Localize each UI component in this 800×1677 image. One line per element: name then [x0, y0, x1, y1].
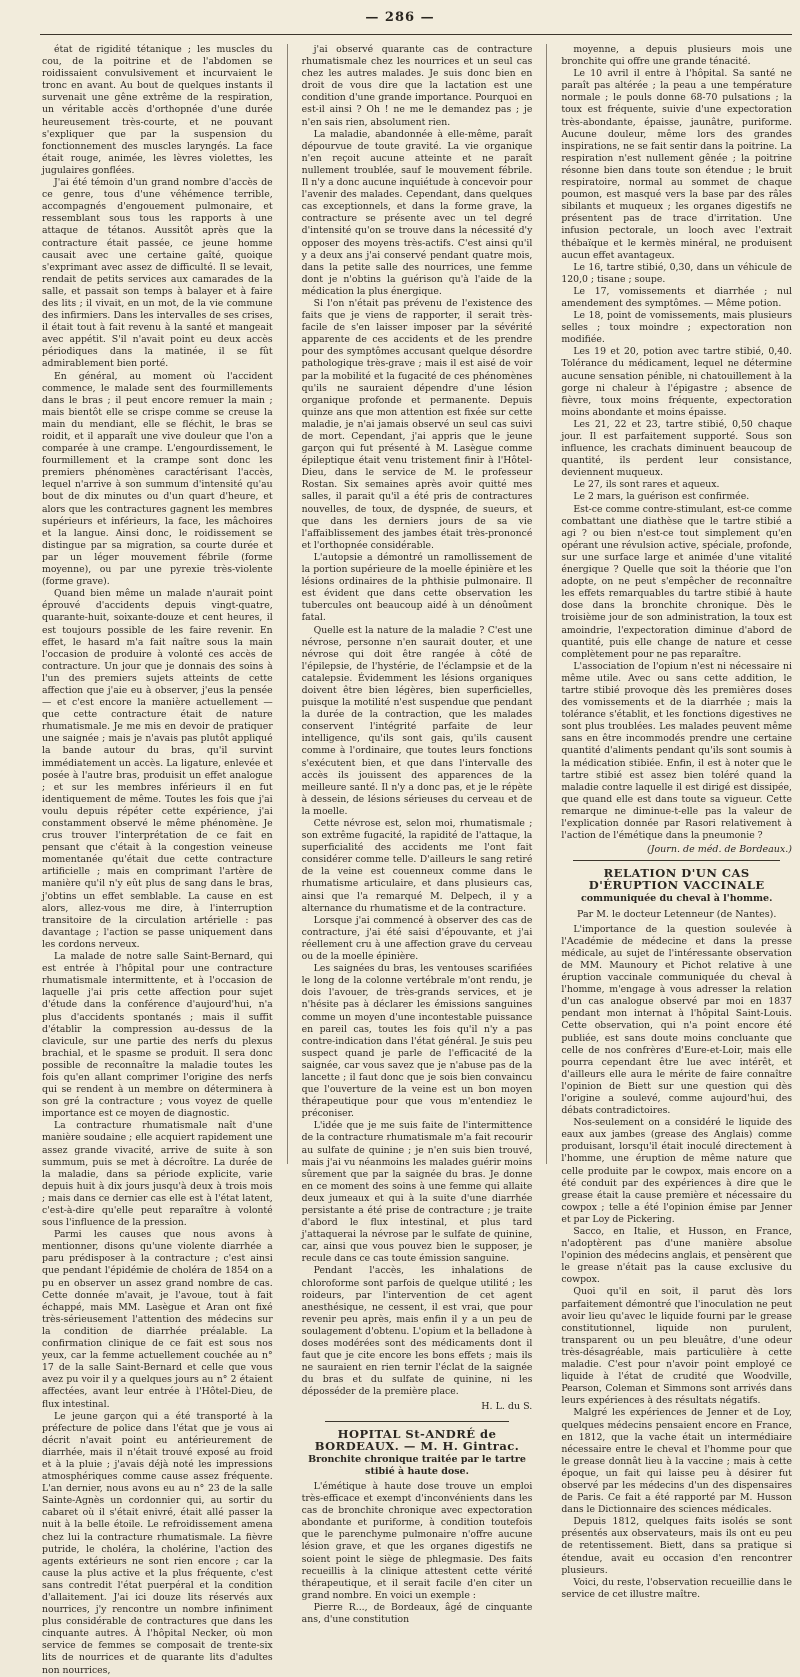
paragraph: Parmi les causes que nous avons à mentionner, disons qu'une violente diarrhée a paru prédisposer à la contracture ; c'est ainsi que pendant l'épidémie de choléra de 1854 on a pu en observer un assez grand nombre de cas. Cette donnée m'avait, je l'avoue, tout à fait échappé, mais MM. Lasègue et Aran ont fixé très-sérieusement l'attention des médecins sur la condition de diarrhée préalable. La confirmation clinique de ce fait est sous nos yeux, car la femme actuellement couchée au n° 17 de la salle Saint-Bernard et celle que vous avez pu voir il y a quelques jours au n° 2 étaient affectées, avant leur entrée à l'Hôtel-Dieu, de flux intestinal.: [42, 1229, 273, 1410]
page-header: [0, 0, 800, 34]
column-3: [561, 44, 793, 1600]
page-number: — 286 —: [365, 10, 435, 25]
paragraph: Sacco, en Italie, et Husson, en France, n'adoptèrent pas d'une manière absolue l'opinion des médecins anglais, et pensèrent que le grease n'était pas la cause exclusive du cowpox.: [561, 1226, 793, 1286]
paragraph: Malgré les expériences de Jenner et de Loy, quelques médecins pensaient encore en France, en 1812, que la vache était un intermédiaire nécessaire entre le cheval et l'homme pour que le grease donnât lieu à la vaccine ; mais à cette époque, un fait qui laisse peu à désirer fut observé par les médecins d'un des dispensaires de Paris. Ce fait a été rapporté par M. Husson dans le Dictionnaire des sciences médicales.: [561, 1407, 793, 1516]
paragraph: Les 19 et 20, potion avec tartre stibié, 0,40. Tolérance du médicament, lequel ne détermine aucune sensation pénible, ni chatouillement à la gorge ni chaleur à l'épigastre ; absence de fièvre, toux moins fréquente, expectoration moins abondante et moins épaisse.: [561, 346, 793, 418]
paragraph: J'ai été témoin d'un grand nombre d'accès de ce genre, tous d'une véhémence terrible, accompagnés d'engouement pulmonaire, et ressemblant sous tous les rapports à une attaque de tétanos. Aussitôt après que la contracture était passée, ce jeune homme causait avec une certaine gaîté, quoique s'exprimant avec assez de difficulté. Il se levait, rendait de petits services aux camarades de la salle, et passait son temps à balayer et à faire des lits ; il vivait, en un mot, de la vie commune des infirmiers. Dans les intervalles de ses crises, il était tout à fait revenu à la santé et mangeait avec appétit. S'il n'avait point eu deux accès périodiques dans la matinée, il se fût admirablement bien porté.: [42, 177, 273, 370]
paragraph: La contracture rhumatismale naît d'une manière soudaine ; elle acquiert rapidement une assez grande vivacité, arrive de suite à son summum, puis se met à décroître. La durée de la maladie, dans sa période explicite, varie depuis huit à dix jours jusqu'à deux à trois mois ; mais dans ce dernier cas elle est à l'état latent, c'est-à-dire qu'elle peut reparaître à volonté sous l'influence de la pression.: [42, 1120, 273, 1229]
paragraph: moyenne, a depuis plusieurs mois une bronchite qui offre une grande ténacité.: [561, 44, 793, 68]
column-separator: [546, 44, 547, 1164]
paragraph: L'autopsie a démontré un ramollissement de la portion supérieure de la moelle épinière et les lésions ordinaires de la phthisie pulmonaire. Il est évident que dans cette observation les tubercules ont beaucoup aidé à un dénoûment fatal.: [301, 551, 533, 624]
paragraph: Pierre R..., de Bordeaux, âgé de cinquante ans, d'une constitution: [301, 1601, 533, 1625]
paragraph: Lorsque j'ai commencé à observer des cas de contracture, j'ai été saisi d'épouvante, et j'ai réellement cru à une affection grave du cerveau ou de la moelle épinière.: [301, 914, 533, 963]
paragraph: L'association de l'opium n'est ni nécessaire ni même utile. Avec ou sans cette addition, le tartre stibié provoque dès les premières doses des vomissements et de la diarrhée ; mais la tolérance s'établit, et les fonctions digestives ne sont plus troublées. Les malades peuvent même sans en être incommodés prendre une certaine quantité d'aliments pendant qu'ils sont soumis à la médication stibiée. Enfin, il est à noter que le tartre stibié est assez bien toléré quand la maladie contre laquelle il est dirigé est dissipée, que quand elle est dans toute sa vigueur. Cette remarque ne diminue-t-elle pas la valeur de l'explication donnée par Rasori relativement à l'action de l'émétique dans la pneumonie ?: [561, 660, 793, 842]
paragraph: Depuis 1812, quelques faits isolés se sont présentés aux observateurs, mais ils ont eu peu de retentissement. Biett, dans sa pratique si étendue, avait eu occasion d'en rencontrer plusieurs.: [561, 1516, 793, 1576]
header-rule: [40, 34, 792, 35]
paragraph: Le 10 avril il entre à l'hôpital. Sa santé ne paraît pas altérée ; la peau a une température normale ; le pouls donne 68-70 pulsations ; la toux est fréquente, suivie d'une expectoration très-abondante, épaisse, jaunâtre, puriforme. Aucune douleur, même lors des grandes inspirations, ne se fait sentir dans la poitrine. La respiration n'est nullement gênée ; la poitrine résonne bien dans toute son étendue ; le bruit respiratoire, normal au sommet de chaque poumon, est masqué vers la base par des râles sibilants et muqueux ; les organes digestifs ne présentent pas de trace d'irritation. Une infusion pectorale, un looch avec l'extrait thébaïque et le kermès minéral, ne produisent aucun effet avantageux.: [561, 68, 793, 261]
section-rule: [573, 860, 781, 861]
article-subtitle: Bronchite chronique traitée par le tartre stibié à haute dose.: [308, 1453, 526, 1477]
paragraph: Les 21, 22 et 23, tartre stibié, 0,50 chaque jour. Il est parfaitement supporté. Sous son influence, les crachats diminuent beaucoup de quantité, ils perdent leur consistance, deviennent muqueux.: [561, 418, 793, 479]
columns: [42, 44, 793, 1676]
paragraph: Nos-seulement on a considéré le liquide des eaux aux jambes (grease des Anglais) comme produisant, lorsqu'il était inoculé directement à l'homme, une éruption de même nature que celle produite par le cowpox, mais encore on a été conduit par des expériences à dire que le grease était la cause première et nécessaire du cowpox ; telle a été l'opinion émise par Jenner et par Loy de Pickering.: [561, 1117, 793, 1225]
paragraph: Pendant l'accès, les inhalations de chloroforme sont parfois de quelque utilité ; les roideurs, par l'intervention de cet agent anesthésique, ne cessent, il est vrai, que pour revenir peu après, mais enfin il y a un peu de soulagement d'obtenu. L'opium et la belladone à doses modérées sont des médicaments dont il faut que je cite encore les bons effets ; mais ils ne sauraient en rien ternir l'éclat de la saignée du bras et du sulfate de quinine, ni les déposséder de la première place.: [301, 1265, 533, 1398]
paragraph: Le 2 mars, la guérison est confirmée.: [573, 491, 750, 503]
article-subtitle: communiquée du cheval à l'homme.: [580, 893, 773, 905]
paragraph: Est-ce comme contre-stimulant, est-ce comme combattant une diathèse que le tartre stibié a agi ? ou bien n'est-ce tout simplement qu'en opérant une révulsion active, spéciale, profonde, sur une surface large et animée d'une vitalité énergique ? Quelle que soit la théorie que l'on adopte, on ne peut s'empêcher de reconnaître les effets remarquables du tartre stibié à haute dose dans la bronchite chronique. Dès le troisième jour de son administration, la toux est amoindrie, l'expectoration diminue d'abord de quantité, puis elle change de nature et cesse complètement pour ne pas reparaître.: [561, 503, 793, 660]
column-1: [42, 44, 273, 1676]
paragraph: j'ai observé quarante cas de contracture rhumatismale chez les nourrices et un seul cas chez les autres malades. Je suis donc bien en droit de vous dire que la lactation est une condition d'une grande importance. Pourquoi en est-il ainsi ? Oh ! ne me le demandez pas ; je n'en sais rien, absolument rien.: [301, 44, 533, 128]
paragraph: La maladie, abandonnée à elle-même, paraît dépourvue de toute gravité. La vie organique n'en reçoit aucune atteinte et ne paraît nullement troublée, sauf le mouvement fébrile. Il n'y a donc aucune inquiétude à concevoir pour l'avenir des malades. Cependant, dans quelques cas exceptionnels, et dans la forme grave, la contracture se présente avec un tel degré d'intensité qu'on se trouve dans la nécessité d'y opposer des moyens très-actifs. C'est ainsi qu'il y a deux ans j'ai conservé pendant quatre mois, dans la petite salle des nourrices, une femme dont je n'obtins la guérison qu'à l'aide de la médication la plus énergique.: [301, 128, 533, 297]
paragraph: L'idée que je me suis faite de l'intermittence de la contracture rhumatismale m'a fait recourir au sulfate de quinine ; je n'en suis bien trouvé, mais j'ai vu néanmoins les malades guérir moins sûrement que par la saignée du bras. Je donne en ce moment des soins à une femme qui allaite deux jumeaux et qui à la suite d'une diarrhée persistante a été prise de contracture ; je traite d'abord le flux intestinal, et plus tard j'attaquerai la névrose par le sulfate de quinine, car, ainsi que vous pouvez bien le supposer, je recule dans ce cas toute émission sanguine.: [301, 1120, 533, 1265]
paragraph: Cette névrose est, selon moi, rhumatismale ; son extrême fugacité, la rapidité de l'attaque, la superficialité des accidents me l'ont fait considérer comme telle. D'ailleurs le sang retiré de la veine est couenneux comme dans le rhumatisme articulaire, et dans plusieurs cas, ainsi que l'a remarqué M. Delpech, il y a alternance du rhumatisme et de la contracture.: [301, 818, 533, 914]
paragraph: Quelle est la nature de la maladie ? C'est une névrose, personne n'en saurait douter, et une névrose qui doit être rangée à côté de l'épilepsie, de l'hystérie, de l'éclampsie et de la catalepsie. Évidemment les lésions organiques doivent être bien légères, bien superficielles, puisque la motilité n'est suspendue que pendant la durée de la contraction, que les malades conservent l'intégrité parfaite de leur intelligence, qu'ils sont gais, qu'ils causent comme à l'ordinaire, que toutes leurs fonctions s'exécutent bien, et que dans l'intervalle des accès ils jouissent des apparences de la meilleure santé. Il n'y a donc pas, et je le répète à dessein, de lésions sérieuses du cerveau et de la moelle.: [301, 624, 533, 817]
paragraph: Le 18, point de vomissements, mais plusieurs selles ; toux moindre ; expectoration non modifiée.: [561, 310, 793, 346]
paragraph: L'émétique à haute dose trouve un emploi très-efficace et exempt d'inconvénients dans les cas de bronchite chronique avec expectoration abondante et puriforme, à condition toutefois que le parenchyme pulmonaire n'offre aucune lésion grave, et que les organes digestifs ne soient point le siège de phlegmasie. Des faits recueillis à la clinique attestent cette vérité thérapeutique, et il serait facile d'en citer un grand nombre. En voici un exemple :: [301, 1480, 533, 1601]
paragraph: Voici, du reste, l'observation recueillie dans le service de cet illustre maître.: [561, 1576, 793, 1600]
paragraph: Le 16, tartre stibié, 0,30, dans un véhicule de 120,0 ; tisane ; soupe.: [561, 261, 793, 285]
paragraph: Si l'on n'était pas prévenu de l'existence des faits que je viens de rapporter, il serait très-facile de s'en laisser imposer par la sévérité apparente de ces accidents et de les prendre pour des symptômes accusant quelque désordre pathologique très-grave ; mais il est aisé de voir par la mobilité et la fugacité de ces phénomènes qu'ils ne sauraient dépendre d'une lésion organique profonde et permanente. Depuis quinze ans que mon attention est fixée sur cette maladie, je n'ai jamais observé un seul cas suivi de mort. Cependant, j'ai appris que le jeune garçon qui fut présenté à M. Lasègue comme épileptique était venu tristement finir à l'Hôtel-Dieu, dans le service de M. le professeur Rostan. Six semaines après avoir quitté mes salles, il parait qu'il a été pris de contractures nouvelles, de toux, de dyspnée, de sueurs, et que dans les derniers jours de sa vie l'affaiblissement des jambes était très-prononcé et l'orthopnée considérable.: [301, 297, 533, 551]
paragraph: Le 17, vomissements et diarrhée ; nul amendement des symptômes. — Même potion.: [561, 285, 793, 309]
article-title: HOPITAL St-ANDRÉ de BORDEAUX. — M. H. Gintrac.: [314, 1426, 520, 1453]
paragraph: La malade de notre salle Saint-Bernard, qui est entrée à l'hôpital pour une contracture rhumatismale intermittente, et à l'occasion de laquelle j'ai pris cette affection pour sujet d'étude dans la conférence d'aujourd'hui, n'a plus d'accidents spontanés ; mais il suffit d'établir la compression au-dessus de la clavicule, sur une partie des nerfs du plexus brachial, et le spasme se produit. Il sera donc possible de reconnaître la maladie toutes les fois qu'en allant comprimer l'origine des nerfs qui se rendent à un membre on déterminera à son gré la contracture ; vous voyez de quelle importance est ce moyen de diagnostic.: [42, 951, 273, 1120]
paragraph: Les saignées du bras, les ventouses scarifiées le long de la colonne vertébrale m'ont rendu, je dois l'avouer, de très-grands services, et je n'hésite pas à déclarer les émissions sanguines comme un moyen d'une incontestable puissance en pareil cas, toutes les fois qu'il n'y a pas contre-indication dans l'état général. Je suis peu suspect quand je parle de l'efficacité de la saignée, car vous savez que je n'abuse pas de la lancette ; il faut donc que je sois bien convaincu que l'ouverture de la veine est un bon moyen thérapeutique pour que vous m'entendiez le préconiser.: [301, 963, 533, 1120]
paragraph: L'importance de la question soulevée à l'Académie de médecine et dans la presse médicale, au sujet de l'intéressante observation de MM. Maunoury et Pichot relative à une éruption vaccinale communiquée du cheval à l'homme, m'engage à vous adresser la relation d'un cas analogue observé par moi en 1837 pendant mon internat à l'hôpital Saint-Louis. Cette observation, qui n'a point encore été publiée, est sans doute moins concluante que celle de nos confrères d'Eure-et-Loir, mais elle pourra cependant être lue avec intérêt, et d'ailleurs elle aura le mérite de faire connaître l'opinion de Biett sur une question qui dès l'origine a soulevé, comme aujourd'hui, des débats contradictoires.: [561, 923, 793, 1117]
paragraph: Quoi qu'il en soit, il parut dès lors parfaitement démontré que l'inoculation ne peut avoir lieu qu'avec le liquide fourni par le grease constitutionnel, liquide non purulent, transparent ou un peu bleuâtre, d'une odeur très-désagréable, mais particulière à cette maladie. C'est pour n'avoir point employé ce liquide à l'état de crudité que Woodville, Pearson, Coleman et Simmons sont arrivés dans leurs expériences à des résultats négatifs.: [561, 1286, 793, 1407]
column-2: [301, 44, 533, 1625]
section-rule: [325, 1421, 510, 1422]
author-signature: H. L. du S.: [481, 1400, 533, 1412]
paragraph: En général, au moment où l'accident commence, le malade sent des fourmillements dans le bras ; il peut encore remuer la main ; mais bientôt elle se crispe comme se creuse la main du mendiant, elle se fléchit, le bras se roidit, et il apparaît une vive douleur que l'on a comparée à une crampe. L'engourdissement, le fourmillement et la crampe sont donc les premiers phénomènes caractérisant l'accès, lequel n'arrive à son summum d'intensité qu'au bout de dix minutes ou d'un quart d'heure, et alors que les contractures gagnent les membres supérieurs et inférieurs, la face, les mâchoires et la langue. Ainsi donc, le roidissement se distingue par sa migration, sa courte durée et par un léger mouvement fébrile (forme moyenne), ou par une pyrexie très-violente (forme grave).: [42, 370, 273, 588]
paragraph: Le jeune garçon qui a été transporté à la préfecture de police dans l'état que je vous ai décrit n'avait point eu antérieurement de diarrhée, mais il n'était trouvé exposé au froid et à la pluie ; j'avais déjà noté les impressions atmosphériques comme cause assez fréquente. L'an dernier, nous avons eu au n° 23 de la salle Sainte-Agnès un cordonnier qui, au sortir du cabaret où il s'était enivré, était allé passer la nuit à la belle étoile. Le refroidissement amena chez lui la contracture rhumatismale. La fièvre putride, le choléra, la cholérine, l'action des agents extérieurs ne sont rien encore ; car la cause la plus active et la plus fréquente, c'est sans contredit l'état puerpéral et la condition d'allaitement. J'ai ici douze lits réservés aux nourrices, j'y rencontre un nombre infiniment plus considérable de contractures que dans les cinquante autres. À l'hôpital Necker, où mon service de femmes se composait de trente-six lits de nourrices et de quarante lits d'adultes non nourrices,: [42, 1410, 273, 1676]
column-separator: [287, 44, 288, 1164]
article-author: Par M. le docteur Letenneur (de Nantes).: [577, 908, 777, 920]
article-title: RELATION D'UN CAS D'ÉRUPTION VACCINALE: [588, 866, 765, 893]
paragraph: Quand bien même un malade n'aurait point éprouvé d'accidents depuis vingt-quatre, quarante-huit, soixante-douze et cent heures, il est toujours possible de les faire revenir. En effet, le hasard m'a fait naître sous la main l'occasion de produire à volonté ces accès de contracture. Un jour que je donnais des soins à l'un des premiers sujets atteints de cette affection que j'aie eu à observer, j'eus la pensée — et c'est encore la manière actuellement — que cette contracture était de nature rhumatismale. Je me mis en devoir de pratiquer une saignée ; mais je n'avais pas plutôt appliqué la bande autour du bras, qu'il survint immédiatement un accès. La ligature, enlevée et posée à l'autre bras, produisit un effet analogue ; et sur les membres inférieurs il en fut identiquement de même. Toutes les fois que j'ai voulu depuis répéter cette expérience, j'ai constamment observé le même phénomène. Je crus trouver l'interprétation de ce fait en pensant que c'était à la congestion veineuse momentanée qu'était due cette contracture artificielle ; mais en comprimant l'artère de manière qu'il n'y eût plus de sang dans le bras, j'obtins un effet semblable. La cause en est alors, allez-vous me dire, à l'interruption transitoire de la circulation artérielle : pas davantage ; l'action se passe uniquement dans les cordons nerveux.: [42, 588, 273, 950]
paragraph: état de rigidité tétanique ; les muscles du cou, de la poitrine et de l'abdomen se roidissaient convulsivement et incurvaient le tronc en avant. Au bout de quelques instants il survenait une gêne extrême de la respiration, un véritable accès d'orthopnée d'une durée heureusement très-courte, et ne pouvant s'expliquer que par la suspension du fonctionnement des muscles laryngés. La face était rouge, animée, les lèvres violettes, les jugulaires gonflées.: [42, 44, 273, 176]
source-citation: (Journ. de méd. de Bordeaux.): [646, 844, 793, 856]
paragraph: Le 27, ils sont rares et aqueux.: [573, 479, 720, 491]
